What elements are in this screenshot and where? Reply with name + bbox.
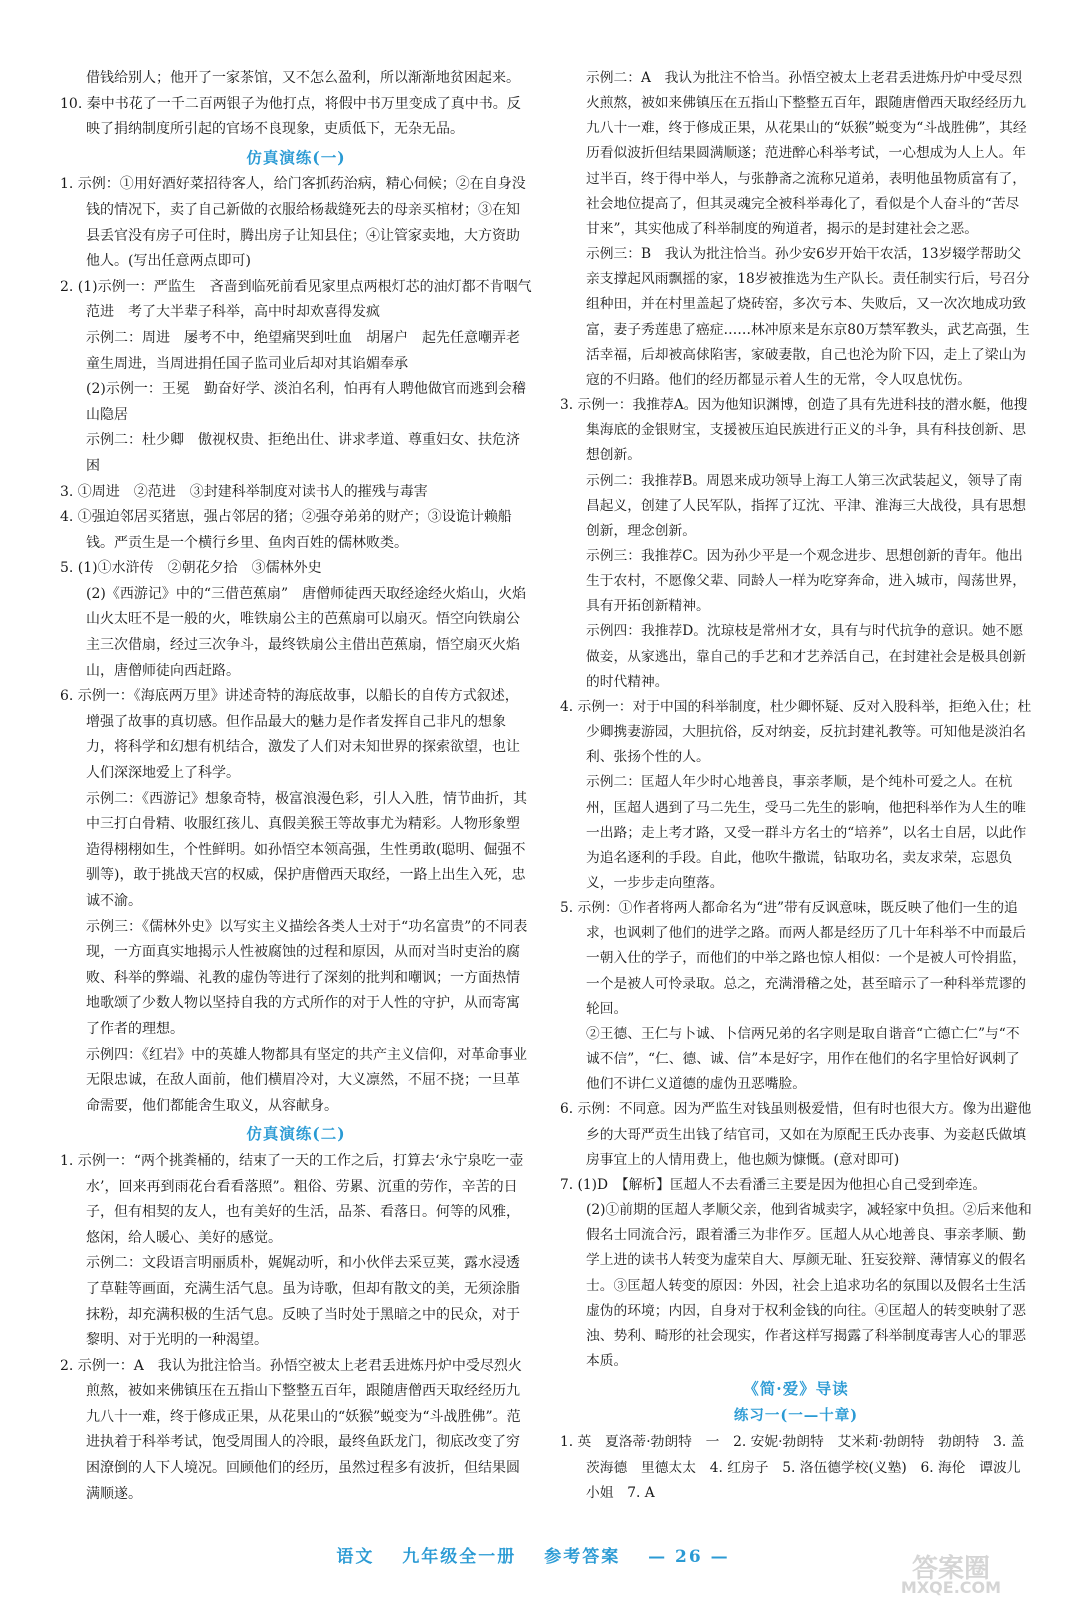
answer-paragraph: 示例二：A 我认为批注不恰当。孙悟空被太上老君丢进炼丹炉中受尽烈火煎熬，被如来佛镇压在五指山下整整五百年，跟随唐僧西天取经经历九九八十一难，终于修成正果，从花果山的“妖猴”蜕变为“斗战胜佛”，其经历看似波折但结果圆满顺遂；范进醉心科举考试，一心想成为人上人。年过半百，终于得中举人，与张静斋之流称兄道弟，表明他虽物质富有了，社会地位提高了，但其灵魂完全被科举毒化了，看似是个人奋斗的“苦尽甘来”，其实他成了科举制度的殉道者，揭示的是封建社会之恶。 bbox=[586, 70, 1027, 237]
answer-paragraph: 示例二：匡超人年少时心地善良，事亲孝顺，是个纯朴可爱之人。在杭州，匡超人遇到了马二先生，受马二先生的影响，他把科举作为人生的唯一出路；走上考才路，又受一群斗方名士的“培养”，以名士自居，以此作为追名逐利的手段。自此，他吹牛撒谎，钻取功名，卖友求荣，忘恩负义，一步步走向堕落。 bbox=[586, 774, 1027, 891]
footer-page-number: — 26 — bbox=[648, 1547, 730, 1567]
section-heading: 仿真演练(一) bbox=[246, 147, 346, 167]
answer-item: 3. ①周进 ②范进 ③封建科举制度对读书人的摧残与毒害 bbox=[60, 483, 428, 500]
watermark-text: 答案圈 bbox=[911, 1554, 990, 1584]
answer-paragraph: ②王德、王仁与卜诚、卜信两兄弟的名字则是取自谐音“亡德亡仁”与“不诚不信”，“仁、德、诚、信”本是好字，用作在他们的名字里恰好讽刺了他们不讲仁义道德的虚伪丑恶嘴脸。 bbox=[586, 1025, 1020, 1093]
watermark-logo bbox=[876, 1548, 1026, 1596]
footer-grade: 九年级全一册 bbox=[402, 1547, 517, 1567]
answer-paragraph: 示例三：我推荐C。因为孙少平是一个观念进步、思想创新的青年。他出生于农村，不愿像父辈、同龄人一样为吃穿奔命，进入城市，闯荡世界，具有开拓创新精神。 bbox=[586, 547, 1027, 615]
answer-paragraph: 示例二：杜少卿 傲视权贵、拒绝出仕、讲求孝道、尊重妇女、扶危济困 bbox=[86, 432, 520, 474]
answer-item: 5. 示例：①作者将两人都命名为“进”带有反讽意味，既反映了他们一生的追求，也讽刺了他们的进学之路。而两人都是经历了几十年科举不中而最后一朝入仕的学子，而他们的中举之路也惊人相似：一个是被人可怜捐监，一个是被人可怜录取。总之，充满滑稽之处，甚至暗示了一种科举荒谬的轮回。 bbox=[560, 900, 1027, 1017]
answer-item: 10. 秦中书花了一千二百两银子为他打点，将假中书万里变成了真中书。反映了捐纳制度所引起的官场不良现象，吏质低下，无杂无品。 bbox=[60, 95, 521, 138]
answer-paragraph: (2)示例一：王冕 勤奋好学、淡泊名利，怕再有人聘他做官而逃到会稽山隐居 bbox=[86, 381, 526, 423]
answer-item: 4. ①强迫邻居买猪崽，强占邻居的猪；②强夺弟弟的财产；③设诡计赖船钱。严贡生是一个横行乡里、鱼肉百姓的儒林败类。 bbox=[60, 509, 512, 551]
answer-item: 1. 英 夏洛蒂·勃朗特 一 2. 安妮·勃朗特 艾米莉·勃朗特 勃朗特 3. 盖茨海德 里德太太 4. 红房子 5. 洛伍德学校(义塾) 6. 海伦 谭波儿小姐 7. A bbox=[560, 1434, 1025, 1501]
footer-subject: 语文 bbox=[336, 1547, 375, 1567]
answer-item: 3. 示例一：我推荐A。因为他知识渊博，创造了具有先进科技的潜水艇，他搜集海底的金银财宝，支援被压迫民族进行正义的斗争，具有科技创新、思想创新。 bbox=[560, 397, 1028, 464]
footer-section: 参考答案 bbox=[544, 1547, 621, 1567]
answer-item: 7. (1)D 【解析】匡超人不去看潘三主要是因为他担心自己受到牵连。 bbox=[560, 1176, 987, 1193]
answer-paragraph: 借钱给别人；他开了一家茶馆，又不怎么盈利，所以渐渐地贫困起来。 bbox=[86, 70, 520, 86]
answer-paragraph: 示例三：B 我认为批注恰当。孙少安6岁开始干农活，13岁辍学帮助父亲支撑起风雨飘摇的家，18岁被推选为生产队长。责任制实行后，号召分组种田，并在村里盖起了烧砖窑，多次亏本、失败后，又一次次地成功致富，妻子秀莲患了癌症……林冲原来是东京80万禁军教头，武艺高强，生活幸福，后却被高俅陷害，家破妻散，自己也沦为阶下囚，走上了梁山为寇的不归路。他们的经历都显示着人生的无常，令人叹息忧伤。 bbox=[586, 246, 1030, 388]
answer-paragraph: 示例二：《西游记》想象奇特，极富浪漫色彩，引人入胜，情节曲折，其中三打白骨精、收服红孩儿、真假美猴王等故事尤为精彩。人物形象塑造得栩栩如生，个性鲜明。如孙悟空本领高强，生性勇敢(聪明、倔强不驯等)，敢于挑战天宫的权威，保护唐僧西天取经，一路上出生入死，忠诚不渝。 bbox=[86, 790, 527, 909]
answer-item: 2. (1)示例一：严监生 吝啬到临死前看见家里点两根灯芯的油灯都不肯咽气 范进 考了大半辈子科举，高中时却欢喜得发疯 bbox=[60, 278, 546, 321]
answer-paragraph: (2)①前期的匡超人孝顺父亲，他到省城卖字，减轻家中负担。②后来他和假名士同流合污，跟着潘三为非作歹。匡超人从心地善良、事亲孝顺、勤学上进的读书人转变为虚荣自大、厚颜无耻、狂妄狡辩、薄情寡义的假名士。③匡超人转变的原因：外因，社会上追求功名的氛围以及假名士生活虚伪的环境；内因，自身对于权利金钱的向往。④匡超人的转变映射了恶浊、势利、畸形的社会现实，作者这样写揭露了科举制度毒害人心的罪恶本质。 bbox=[586, 1202, 1032, 1369]
left-column bbox=[60, 66, 546, 1507]
answer-paragraph: 示例二：我推荐B。周恩来成功领导上海工人第三次武装起义，领导了南昌起义，创建了人民军队，指挥了辽沈、平津、淮海三大战役，具有思想创新，理念创新。 bbox=[586, 472, 1027, 539]
answer-paragraph: 示例四：《红岩》中的英雄人物都具有坚定的共产主义信仰，对革命事业无限忠诚，在敌人面前，他们横眉冷对，大义凛然，不屈不挠；一旦革命需要，他们都能舍生取义，从容献身。 bbox=[86, 1046, 527, 1114]
answer-paragraph: 示例二：周进 屡考不中，绝望痛哭到吐血 胡屠户 起先任意嘲弄老童生周进，当周进捐任国子监司业后却对其谄媚奉承 bbox=[86, 329, 520, 372]
answer-item: 5. (1)①水浒传 ②朝花夕拾 ③儒林外史 bbox=[60, 560, 322, 577]
answer-item: 2. 示例一：A 我认为批注恰当。孙悟空被太上老君丢进炼丹炉中受尽烈火煎熬，被如来佛镇压在五指山下整整五百年，跟随唐僧西天取经经历九九八十一难，终于修成正果，从花果山的“妖猴”蜕变为“斗战胜佛”。范进执着于科举考试，饱受周围人的冷眼，最终鱼跃龙门，彻底改变了穷困潦倒的人下人境况。回顾他们的经历，虽然过程多有波折，但结果圆满顺遂。 bbox=[60, 1357, 522, 1502]
answer-paragraph: 示例三：《儒林外史》以写实主义描绘各类人士对于“功名富贵”的不同表现，一方面真实地揭示人性被腐蚀的过程和原因，从而对当时吏治的腐败、科举的弊端、礼教的虚伪等进行了深刻的批判和嘲讽；一方面热情地歌颂了少数人物以坚持自我的方式所作的对于人性的守护，从而寄寓了作者的理想。 bbox=[86, 918, 528, 1037]
answer-item: 6. 示例一：《海底两万里》讲述奇特的海底故事，以船长的自传方式叙述，增强了故事的真切感。但作品最大的魅力是作者发挥自己非凡的想象力，将科学和幻想有机结合，激发了人们对未知世界的探索欲望，也让人们深深地爱上了科学。 bbox=[60, 688, 520, 782]
answer-item: 6. 示例：不同意。因为严监生对钱虽则极爱惜，但有时也很大方。像为出避他乡的大哥严贡生出钱了结官司，又如在为原配王氏办丧事、为妾赵氏做填房事宜上的人情用费上，他也颇为慷慨。(意对即可) bbox=[560, 1101, 1032, 1168]
answer-item: 4. 示例一：对于中国的科举制度，杜少卿怀疑、反对入股科举，拒绝入仕；杜少卿携妻游园，大胆抗俗，反对纳妾，反抗封建礼教等。可知他是淡泊名利、张扬个性的人。 bbox=[560, 698, 1032, 766]
section-heading: 《简·爱》导读 bbox=[743, 1379, 849, 1399]
watermark-url: MXQE.COM bbox=[900, 1578, 1002, 1597]
answer-item: 1. 示例一：“两个挑粪桶的，结束了一天的工作之后，打算去‘永宁泉吃一壶水’，回来再到雨花台看看落照”。粗俗、劳累、沉重的劳作，辛苦的日子，但有相契的友人，也有美好的生活，品茶、看落日。何等的风雅，悠闲，给人暖心、美好的感觉。 bbox=[60, 1152, 524, 1246]
answer-paragraph: 示例二：文段语言明丽质朴，娓娓动听，和小伙伴去采豆荚，露水浸透了草鞋等画面，充满生活气息。虽为诗歌，但却有散文的美，无须涂脂抹粉，却充满积极的生活气息。反映了当时处于黑暗之中的民众，对于黎明、对于光明的一种渴望。 bbox=[86, 1255, 520, 1349]
section-heading: 仿真演练(二) bbox=[246, 1124, 346, 1144]
section-heading: 练习一(一—十章) bbox=[733, 1407, 859, 1425]
answer-paragraph: (2)《西游记》中的“三借芭蕉扇” 唐僧师徒西天取经途经火焰山，火焰山火太旺不是一般的火，唯铁扇公主的芭蕉扇可以扇灭。悟空向铁扇公主三次借扇，经过三次争斗，最终铁扇公主借出芭蕉扇，悟空扇灭火焰山，唐僧师徒向西赶路。 bbox=[86, 585, 527, 679]
right-column bbox=[560, 66, 1032, 1506]
answer-paragraph: 示例四：我推荐D。沈琼枝是常州才女，具有与时代抗争的意识。她不愿做妾，从家逃出，靠自己的手艺和才艺养活自己，在封建社会是极具创新的时代精神。 bbox=[586, 623, 1027, 690]
answer-item: 1. 示例：①用好酒好菜招待客人，给门客抓药治病，精心伺候；②在自身没钱的情况下，卖了自己新做的衣服给杨裁缝死去的母亲买棺材；③在知县丢官没有房子可住时，腾出房子让知县住；④让管家卖地，大方资助他人。(写出任意两点即可) bbox=[60, 176, 526, 270]
